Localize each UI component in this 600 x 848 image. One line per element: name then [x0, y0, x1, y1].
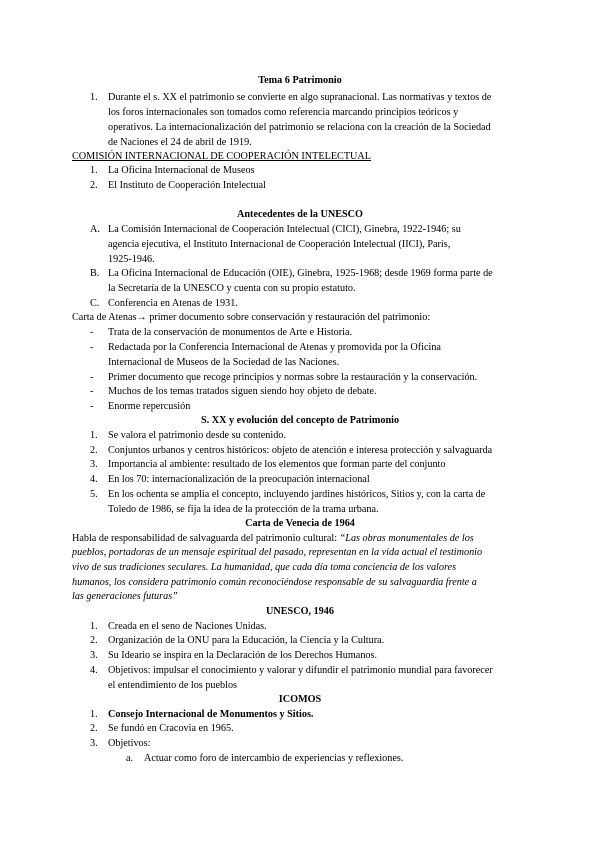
sublist-marker: a. — [126, 753, 134, 764]
bullet-item: Enorme repercusión — [108, 401, 191, 412]
list-marker: 2. — [90, 180, 98, 191]
list-marker: 1. — [90, 430, 98, 441]
list-marker: 3. — [90, 738, 98, 749]
comision-heading: COMISIÓN INTERNACIONAL DE COOPERACIÓN INTELECTUAL — [72, 151, 371, 162]
list-item: El Instituto de Cooperación Intelectual — [108, 180, 266, 191]
list-item: Se fundó en Cracovia en 1965. — [108, 723, 234, 734]
list-marker: 1. — [90, 165, 98, 176]
venecia-paragraph — [72, 532, 474, 546]
list-item: La Comisión Internacional de Cooperación Intelectual (CICI), Ginebra, 1922-1946; su — [108, 224, 461, 235]
venecia-heading: Carta de Venecia de 1964 — [245, 518, 355, 529]
intro-marker: 1. — [90, 92, 98, 103]
list-item: La Oficina Internacional de Museos — [108, 165, 255, 176]
antecedentes-heading: Antecedentes de la UNESCO — [237, 209, 363, 220]
bullet-marker: - — [90, 342, 94, 353]
bullet-item: Muchos de los temas tratados siguen siendo hoy objeto de debate. — [108, 386, 377, 397]
venecia-quote-line: pueblos, portadoras de un mensaje espiritual del pasado, representan en la vida actual el testimonio — [72, 547, 483, 558]
bullet-marker: - — [90, 386, 94, 397]
bullet-item: Primer documento que recoge principios y normas sobre la restauración y la conservación. — [108, 372, 478, 383]
bullet-marker: - — [90, 372, 94, 383]
bullet-marker: - — [90, 401, 94, 412]
venecia-quote-line: las generaciones futuras” — [72, 591, 178, 602]
list-item: La Oficina Internacional de Educación (OIE), Ginebra, 1925-1968; desde 1969 forma parte de — [108, 268, 493, 279]
list-marker: 2. — [90, 723, 98, 734]
list-marker: A. — [90, 224, 100, 235]
list-item: la Secretaría de la UNESCO y cuenta con su propio estatuto. — [108, 283, 356, 294]
unesco-heading: UNESCO, 1946 — [266, 606, 334, 617]
list-item: Importancia al ambiente: resultado de los elementos que forman parte del conjunto — [108, 459, 446, 470]
list-item: Conferencia en Atenas de 1931. — [108, 298, 238, 309]
list-marker: 1. — [90, 709, 98, 720]
intro-line: de Naciones el 24 de abril de 1919. — [108, 137, 252, 148]
list-item: En los ochenta se amplia el concepto, incluyendo jardines históricos, Sitios y, con la carta de — [108, 489, 486, 500]
list-marker: 5. — [90, 489, 98, 500]
list-item: el entendimiento de los pueblos — [108, 680, 238, 691]
bullet-marker: - — [90, 327, 94, 338]
list-marker: 2. — [90, 445, 98, 456]
document-title: Tema 6 Patrimonio — [258, 75, 342, 86]
list-item: Objetivos: impulsar el conocimiento y valorar y difundir el patrimonio mundial para favorecer — [108, 665, 493, 676]
venecia-quote: “Las obras monumentales de los — [339, 533, 474, 544]
list-item: 1925-1946. — [108, 254, 155, 265]
list-item: Toledo de 1986, se fija la idea de la protección de la trama urbana. — [108, 504, 379, 515]
list-marker: 2. — [90, 635, 98, 646]
list-item: agencia ejecutiva, el Instituto Internacional de Cooperación Intelectual (IICI), París, — [108, 239, 451, 250]
list-item: Consejo Internacional de Monumentos y Sitios. — [108, 709, 314, 720]
sxx-heading: S. XX y evolución del concepto de Patrimonio — [200, 415, 400, 426]
intro-line: Durante el s. XX el patrimonio se convierte en algo supranacional. Las normativas y textos de — [108, 92, 492, 103]
list-marker: 3. — [90, 650, 98, 661]
list-item: Se valora el patrimonio desde su contenido. — [108, 430, 286, 441]
list-item: Organización de la ONU para la Educación, la Ciencia y la Cultura. — [108, 635, 385, 646]
bullet-item: Redactada por la Conferencia Internacional de Atenas y promovida por la Oficina — [108, 342, 441, 353]
venecia-lead: Habla de responsabilidad de salvaguarda del patrimonio cultural: — [72, 533, 340, 544]
list-marker: C. — [90, 298, 100, 309]
venecia-quote-line: vivo de sus tradiciones seculares. La humanidad, que cada día toma conciencia de los valores — [72, 562, 457, 573]
list-marker: 4. — [90, 665, 98, 676]
venecia-quote-line: humanos, los considera patrimonio común reconociéndose responsable de su salvaguardia frente a — [72, 577, 477, 588]
list-item: Conjuntos urbanos y centros históricos: objeto de atención e interesa protección y salvaguarda — [108, 445, 493, 456]
bullet-item: Trata de la conservación de monumentos de Arte e Historia. — [108, 327, 353, 338]
list-item: Creada en el seno de Naciones Unidas. — [108, 621, 267, 632]
bullet-item: Internacional de Museos de la Sociedad de las Naciones. — [108, 357, 340, 368]
list-item: Objetivos: — [108, 738, 151, 749]
sublist-item: Actuar como foro de intercambio de experiencias y reflexiones. — [144, 753, 404, 764]
list-marker: 4. — [90, 474, 98, 485]
list-marker: 1. — [90, 621, 98, 632]
list-item: Su Ideario se inspira en la Declaración de los Derechos Humanos. — [108, 650, 378, 661]
intro-line: los foros internacionales son tomados como referencia marcando principios teóricos y — [108, 107, 459, 118]
list-marker: 3. — [90, 459, 98, 470]
icomos-heading: ICOMOS — [278, 694, 322, 705]
list-marker: B. — [90, 268, 100, 279]
list-item: En los 70: internacionalización de la preocupación internacional — [108, 474, 370, 485]
carta-atenas-intro: Carta de Atenas→ primer documento sobre conservación y restauración del patrimonio: — [72, 312, 431, 323]
intro-line: operativos. La internacionalización del patrimonio se relaciona con la creación de la Sociedad — [108, 122, 491, 133]
